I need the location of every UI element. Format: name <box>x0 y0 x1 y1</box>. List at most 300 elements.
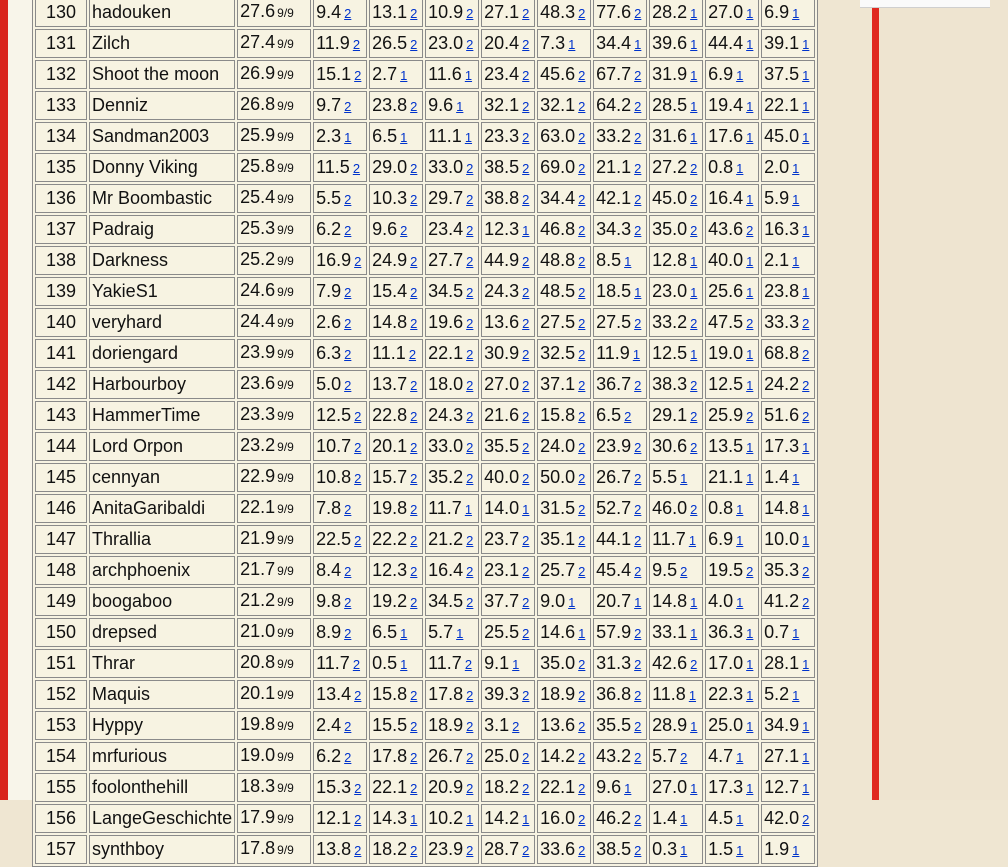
round-detail-link[interactable]: 2 <box>634 5 642 21</box>
rounds-played-count: 9/9 <box>277 316 294 330</box>
round-detail-link[interactable]: 2 <box>680 749 688 765</box>
round-detail-link[interactable]: 2 <box>522 842 530 858</box>
round-detail-link[interactable]: 1 <box>690 253 698 269</box>
round-detail-link[interactable]: 1 <box>802 532 810 548</box>
round-score-value: 2.4 <box>316 714 342 735</box>
round-detail-link[interactable]: 1 <box>680 811 688 827</box>
round-detail-link[interactable]: 1 <box>802 718 810 734</box>
round-detail-link[interactable]: 1 <box>792 160 800 176</box>
round-detail-link[interactable]: 1 <box>690 129 698 145</box>
round-detail-link[interactable]: 2 <box>634 563 642 579</box>
round-detail-link[interactable]: 2 <box>410 780 418 796</box>
round-score-value: 34.5 <box>428 590 464 611</box>
round-detail-link[interactable]: 1 <box>792 191 800 207</box>
round-detail-link[interactable]: 2 <box>352 160 361 176</box>
round-detail-link[interactable]: 1 <box>792 625 800 641</box>
round-detail-link[interactable]: 2 <box>578 129 586 145</box>
round-detail-link[interactable]: 2 <box>690 656 698 672</box>
player-name-cell: Darkness <box>89 246 235 275</box>
round-detail-link[interactable]: 2 <box>466 780 474 796</box>
round-score-value: 11.8 <box>652 683 686 704</box>
round-detail-link[interactable]: 2 <box>522 253 530 269</box>
round-detail-link[interactable]: 1 <box>802 439 810 455</box>
round-detail-link[interactable]: 2 <box>410 253 418 269</box>
table-row <box>35 246 815 275</box>
round-score-cell <box>593 401 647 430</box>
round-detail-link[interactable]: 2 <box>522 749 530 765</box>
round-detail-link[interactable]: 2 <box>410 5 418 21</box>
round-detail-link[interactable]: 2 <box>690 222 698 238</box>
round-detail-link[interactable]: 2 <box>578 67 586 83</box>
round-detail-link[interactable]: 1 <box>690 67 698 83</box>
round-detail-link[interactable]: 1 <box>410 811 418 827</box>
round-detail-link[interactable]: 2 <box>634 718 642 734</box>
round-detail-link[interactable]: 2 <box>578 811 586 827</box>
round-detail-link[interactable]: 1 <box>802 284 810 300</box>
round-detail-link[interactable]: 1 <box>746 346 754 362</box>
round-detail-link[interactable]: 2 <box>522 284 530 300</box>
round-detail-link[interactable]: 1 <box>746 625 754 641</box>
round-detail-link[interactable]: 2 <box>522 160 530 176</box>
round-detail-link[interactable]: 1 <box>690 594 698 610</box>
round-score-cell <box>537 29 591 58</box>
round-detail-link[interactable]: 2 <box>746 315 754 331</box>
round-detail-link[interactable]: 2 <box>522 315 530 331</box>
round-detail-link[interactable]: 2 <box>466 36 474 52</box>
round-score-value: 13.1 <box>372 1 408 22</box>
round-detail-link[interactable]: 1 <box>688 532 697 548</box>
round-score-value: 33.0 <box>428 435 464 456</box>
round-detail-link[interactable]: 1 <box>802 222 810 238</box>
round-detail-link[interactable]: 1 <box>400 625 408 641</box>
round-detail-link[interactable]: 2 <box>408 346 417 362</box>
round-detail-link[interactable]: 2 <box>466 160 474 176</box>
round-score-value: 22.1 <box>764 94 800 115</box>
round-detail-link[interactable]: 2 <box>466 5 474 21</box>
round-detail-link[interactable]: 2 <box>466 315 474 331</box>
round-detail-link[interactable]: 2 <box>410 687 418 703</box>
round-detail-link[interactable]: 2 <box>578 346 586 362</box>
round-detail-link[interactable]: 1 <box>802 749 810 765</box>
round-detail-link[interactable]: 2 <box>634 222 642 238</box>
round-detail-link[interactable]: 2 <box>466 563 474 579</box>
round-detail-link[interactable]: 1 <box>792 253 800 269</box>
table-row <box>35 215 815 244</box>
round-detail-link[interactable]: 1 <box>690 36 698 52</box>
round-score-value: 30.6 <box>652 435 688 456</box>
round-detail-link[interactable]: 1 <box>690 718 698 734</box>
round-detail-link[interactable]: 1 <box>512 656 520 672</box>
round-detail-link[interactable]: 2 <box>352 36 361 52</box>
round-detail-link[interactable]: 2 <box>354 408 362 424</box>
round-detail-link[interactable]: 2 <box>522 36 530 52</box>
round-detail-link[interactable]: 2 <box>410 563 418 579</box>
round-detail-link[interactable]: 1 <box>634 284 642 300</box>
round-detail-link[interactable]: 2 <box>354 470 362 486</box>
round-detail-link[interactable]: 1 <box>690 284 698 300</box>
round-score-value: 57.9 <box>596 621 632 642</box>
round-detail-link[interactable]: 1 <box>400 129 408 145</box>
round-detail-link[interactable]: 2 <box>410 718 418 734</box>
round-detail-link[interactable]: 2 <box>802 408 810 424</box>
round-detail-link[interactable]: 2 <box>634 532 642 548</box>
round-detail-link[interactable]: 1 <box>792 470 800 486</box>
round-detail-link[interactable]: 2 <box>522 377 530 393</box>
round-detail-link[interactable]: 2 <box>410 749 418 765</box>
round-detail-link[interactable]: 1 <box>690 346 698 362</box>
round-detail-link[interactable]: 2 <box>690 160 698 176</box>
round-detail-link[interactable]: 1 <box>690 5 698 21</box>
round-score-cell <box>481 618 535 647</box>
round-detail-link[interactable]: 2 <box>802 377 810 393</box>
round-detail-link[interactable]: 1 <box>690 98 698 114</box>
round-detail-link[interactable]: 2 <box>466 470 474 486</box>
round-detail-link[interactable]: 2 <box>746 408 754 424</box>
round-detail-link[interactable]: 1 <box>802 98 810 114</box>
round-detail-link[interactable]: 1 <box>736 532 744 548</box>
round-detail-link[interactable]: 1 <box>746 780 754 796</box>
round-detail-link[interactable]: 2 <box>410 408 418 424</box>
round-detail-link[interactable]: 1 <box>746 129 754 145</box>
round-detail-link[interactable]: 2 <box>400 222 408 238</box>
round-detail-link[interactable]: 2 <box>634 67 642 83</box>
round-detail-link[interactable]: 1 <box>792 5 800 21</box>
round-detail-link[interactable]: 1 <box>792 687 800 703</box>
round-detail-link[interactable]: 2 <box>352 656 361 672</box>
round-detail-link[interactable]: 1 <box>802 67 810 83</box>
round-detail-link[interactable]: 2 <box>746 563 754 579</box>
round-detail-link[interactable]: 2 <box>354 811 362 827</box>
round-score-value: 27.5 <box>540 311 576 332</box>
round-detail-link[interactable]: 2 <box>522 470 530 486</box>
round-detail-link[interactable]: 1 <box>746 718 754 734</box>
round-detail-link[interactable]: 2 <box>344 98 352 114</box>
round-detail-link[interactable]: 2 <box>690 501 698 517</box>
round-detail-link[interactable]: 2 <box>634 98 642 114</box>
round-detail-link[interactable]: 2 <box>410 470 418 486</box>
round-score-cell <box>369 308 423 337</box>
round-detail-link[interactable]: 1 <box>802 656 810 672</box>
round-score-value: 24.3 <box>484 280 520 301</box>
round-score-value: 22.1 <box>540 776 576 797</box>
round-detail-link[interactable]: 1 <box>736 501 744 517</box>
round-detail-link[interactable]: 2 <box>802 346 810 362</box>
round-detail-link[interactable]: 1 <box>746 98 754 114</box>
round-detail-link[interactable]: 1 <box>522 501 530 517</box>
round-detail-link[interactable]: 2 <box>410 501 418 517</box>
round-detail-link[interactable]: 1 <box>634 594 642 610</box>
round-detail-link[interactable]: 2 <box>634 439 642 455</box>
round-score-value: 6.9 <box>764 1 790 22</box>
round-detail-link[interactable]: 2 <box>522 563 530 579</box>
round-detail-link[interactable]: 1 <box>578 625 586 641</box>
round-detail-link[interactable]: 1 <box>464 67 473 83</box>
round-detail-link[interactable]: 2 <box>344 501 352 517</box>
round-detail-link[interactable]: 2 <box>466 222 474 238</box>
round-detail-link[interactable]: 1 <box>680 842 688 858</box>
round-detail-link[interactable]: 1 <box>746 191 754 207</box>
round-detail-link[interactable]: 2 <box>410 842 418 858</box>
round-detail-link[interactable]: 2 <box>410 36 418 52</box>
round-score-cell <box>593 463 647 492</box>
round-score-value: 35.0 <box>540 652 576 673</box>
round-detail-link[interactable]: 2 <box>634 191 642 207</box>
round-detail-link[interactable]: 2 <box>634 749 642 765</box>
round-detail-link[interactable]: 2 <box>578 718 586 734</box>
round-detail-link[interactable]: 2 <box>578 563 586 579</box>
round-detail-link[interactable]: 2 <box>344 563 352 579</box>
round-detail-link[interactable]: 2 <box>578 253 586 269</box>
round-detail-link[interactable]: 1 <box>466 811 474 827</box>
round-detail-link[interactable]: 2 <box>344 315 352 331</box>
round-detail-link[interactable]: 2 <box>578 470 586 486</box>
round-detail-link[interactable]: 2 <box>344 346 352 362</box>
round-detail-link[interactable]: 2 <box>466 377 474 393</box>
round-detail-link[interactable]: 1 <box>746 656 754 672</box>
round-detail-link[interactable]: 2 <box>410 191 418 207</box>
round-detail-link[interactable]: 1 <box>464 129 473 145</box>
round-detail-link[interactable]: 1 <box>746 36 754 52</box>
round-detail-link[interactable]: 2 <box>512 718 520 734</box>
round-detail-link[interactable]: 1 <box>344 129 352 145</box>
round-detail-link[interactable]: 1 <box>746 687 754 703</box>
round-detail-link[interactable]: 2 <box>578 780 586 796</box>
round-detail-link[interactable]: 1 <box>736 594 744 610</box>
round-detail-link[interactable]: 1 <box>746 377 754 393</box>
round-detail-link[interactable]: 2 <box>466 408 474 424</box>
round-detail-link[interactable]: 1 <box>456 98 464 114</box>
round-score-value: 35.2 <box>428 466 464 487</box>
round-detail-link[interactable]: 1 <box>688 687 697 703</box>
round-detail-link[interactable]: 2 <box>344 222 352 238</box>
round-detail-link[interactable]: 2 <box>354 439 362 455</box>
round-score-cell <box>705 370 759 399</box>
round-detail-link[interactable]: 2 <box>634 687 642 703</box>
round-detail-link[interactable]: 2 <box>344 718 352 734</box>
round-detail-link[interactable]: 1 <box>400 67 408 83</box>
round-detail-link[interactable]: 1 <box>746 253 754 269</box>
round-detail-link[interactable]: 1 <box>624 780 632 796</box>
round-detail-link[interactable]: 2 <box>690 377 698 393</box>
round-detail-link[interactable]: 1 <box>680 470 688 486</box>
round-detail-link[interactable]: 2 <box>578 315 586 331</box>
round-detail-link[interactable]: 2 <box>578 222 586 238</box>
round-detail-link[interactable]: 2 <box>410 594 418 610</box>
round-detail-link[interactable]: 1 <box>736 749 744 765</box>
round-detail-link[interactable]: 2 <box>578 284 586 300</box>
round-detail-link[interactable]: 1 <box>464 501 473 517</box>
round-detail-link[interactable]: 2 <box>466 284 474 300</box>
round-detail-link[interactable]: 2 <box>344 377 352 393</box>
round-detail-link[interactable]: 2 <box>466 594 474 610</box>
round-detail-link[interactable]: 2 <box>522 439 530 455</box>
round-detail-link[interactable]: 1 <box>746 5 754 21</box>
round-detail-link[interactable]: 2 <box>410 315 418 331</box>
round-score-value: 25.0 <box>708 714 744 735</box>
round-detail-link[interactable]: 2 <box>354 253 362 269</box>
round-detail-link[interactable]: 2 <box>354 780 362 796</box>
round-score-cell <box>761 246 815 275</box>
round-detail-link[interactable]: 2 <box>344 5 352 21</box>
round-detail-link[interactable]: 1 <box>736 67 744 83</box>
round-detail-link[interactable]: 2 <box>410 532 418 548</box>
round-score-cell <box>761 277 815 306</box>
round-detail-link[interactable]: 2 <box>466 346 474 362</box>
round-detail-link[interactable]: 2 <box>802 811 810 827</box>
round-detail-link[interactable]: 2 <box>522 780 530 796</box>
round-score-cell <box>369 711 423 740</box>
round-detail-link[interactable]: 2 <box>578 160 586 176</box>
round-score-cell <box>761 184 815 213</box>
round-detail-link[interactable]: 1 <box>802 129 810 145</box>
round-detail-link[interactable]: 2 <box>344 191 352 207</box>
round-detail-link[interactable]: 2 <box>578 408 586 424</box>
round-detail-link[interactable]: 2 <box>634 656 642 672</box>
round-detail-link[interactable]: 2 <box>578 687 586 703</box>
round-detail-link[interactable]: 2 <box>410 284 418 300</box>
round-score-cell <box>649 308 703 337</box>
round-detail-link[interactable]: 2 <box>354 67 362 83</box>
round-detail-link[interactable]: 2 <box>522 594 530 610</box>
round-detail-link[interactable]: 2 <box>634 625 642 641</box>
round-detail-link[interactable]: 2 <box>634 315 642 331</box>
round-detail-link[interactable]: 2 <box>354 532 362 548</box>
round-detail-link[interactable]: 2 <box>690 439 698 455</box>
round-detail-link[interactable]: 2 <box>522 5 530 21</box>
round-detail-link[interactable]: 2 <box>466 191 474 207</box>
round-detail-link[interactable]: 1 <box>456 625 464 641</box>
round-detail-link[interactable]: 2 <box>578 842 586 858</box>
round-detail-link[interactable]: 1 <box>736 811 744 827</box>
round-score-cell <box>481 308 535 337</box>
round-detail-link[interactable]: 2 <box>624 408 632 424</box>
round-detail-link[interactable]: 1 <box>746 470 754 486</box>
round-detail-link[interactable]: 2 <box>690 408 698 424</box>
round-detail-link[interactable]: 2 <box>802 594 810 610</box>
round-detail-link[interactable]: 2 <box>522 98 530 114</box>
round-detail-link[interactable]: 1 <box>568 36 576 52</box>
round-detail-link[interactable]: 2 <box>578 656 586 672</box>
round-detail-link[interactable]: 2 <box>634 129 642 145</box>
round-detail-link[interactable]: 1 <box>802 501 810 517</box>
round-detail-link[interactable]: 2 <box>680 563 688 579</box>
total-score-value: 23.9 <box>240 342 276 362</box>
round-detail-link[interactable]: 2 <box>522 346 530 362</box>
round-detail-link[interactable]: 2 <box>634 811 642 827</box>
round-detail-link[interactable]: 1 <box>522 811 530 827</box>
round-score-cell <box>705 742 759 771</box>
round-detail-link[interactable]: 2 <box>578 439 586 455</box>
round-detail-link[interactable]: 1 <box>736 842 744 858</box>
round-detail-link[interactable]: 2 <box>690 315 698 331</box>
round-detail-link[interactable]: 2 <box>522 625 530 641</box>
round-detail-link[interactable]: 2 <box>466 687 474 703</box>
round-detail-link[interactable]: 2 <box>522 532 530 548</box>
round-detail-link[interactable]: 2 <box>522 67 530 83</box>
round-detail-link[interactable]: 2 <box>466 749 474 765</box>
round-detail-link[interactable]: 2 <box>466 718 474 734</box>
round-detail-link[interactable]: 2 <box>410 439 418 455</box>
round-detail-link[interactable]: 2 <box>522 191 530 207</box>
round-detail-link[interactable]: 1 <box>568 594 576 610</box>
round-detail-link[interactable]: 2 <box>466 532 474 548</box>
round-detail-link[interactable]: 1 <box>802 780 810 796</box>
round-detail-link[interactable]: 2 <box>344 284 352 300</box>
round-detail-link[interactable]: 1 <box>634 36 642 52</box>
round-detail-link[interactable]: 2 <box>634 470 642 486</box>
round-detail-link[interactable]: 2 <box>578 5 586 21</box>
round-detail-link[interactable]: 1 <box>746 439 754 455</box>
round-detail-link[interactable]: 2 <box>578 98 586 114</box>
round-detail-link[interactable]: 2 <box>464 656 473 672</box>
player-name-cell: drepsed <box>89 618 235 647</box>
total-score-value: 17.9 <box>240 807 276 827</box>
total-score-value: 27.6 <box>240 1 276 21</box>
rounds-played-count: 9/9 <box>277 843 294 857</box>
round-detail-link[interactable]: 2 <box>578 191 586 207</box>
round-detail-link[interactable]: 1 <box>400 656 408 672</box>
round-detail-link[interactable]: 2 <box>578 377 586 393</box>
round-detail-link[interactable]: 2 <box>578 501 586 517</box>
round-detail-link[interactable]: 2 <box>634 501 642 517</box>
round-detail-link[interactable]: 2 <box>466 253 474 269</box>
round-detail-link[interactable]: 2 <box>466 842 474 858</box>
round-detail-link[interactable]: 2 <box>690 191 698 207</box>
round-score-value: 24.0 <box>540 435 576 456</box>
round-detail-link[interactable]: 2 <box>578 749 586 765</box>
round-detail-link[interactable]: 2 <box>344 749 352 765</box>
round-detail-link[interactable]: 2 <box>344 625 352 641</box>
table-row <box>35 60 815 89</box>
round-detail-link[interactable]: 2 <box>354 842 362 858</box>
round-score-value: 21.1 <box>708 466 744 487</box>
round-detail-link[interactable]: 2 <box>410 160 418 176</box>
round-detail-link[interactable]: 1 <box>736 160 744 176</box>
round-detail-link[interactable]: 1 <box>746 284 754 300</box>
round-detail-link[interactable]: 1 <box>802 36 810 52</box>
round-detail-link[interactable]: 2 <box>466 439 474 455</box>
round-detail-link[interactable]: 2 <box>634 842 642 858</box>
round-detail-link[interactable]: 2 <box>802 563 810 579</box>
round-score-cell <box>537 153 591 182</box>
round-detail-link[interactable]: 2 <box>410 377 418 393</box>
round-detail-link[interactable]: 2 <box>802 315 810 331</box>
round-score-value: 16.4 <box>428 559 464 580</box>
round-detail-link[interactable]: 2 <box>746 222 754 238</box>
round-detail-link[interactable]: 1 <box>690 625 698 641</box>
round-detail-link[interactable]: 1 <box>690 780 698 796</box>
total-score-value: 26.9 <box>240 63 276 83</box>
round-score-value: 64.2 <box>596 94 632 115</box>
round-detail-link[interactable]: 2 <box>578 532 586 548</box>
round-detail-link[interactable]: 2 <box>410 98 418 114</box>
round-score-cell <box>313 184 367 213</box>
round-score-value: 22.3 <box>708 683 744 704</box>
round-detail-link[interactable]: 1 <box>624 253 632 269</box>
round-score-value: 20.4 <box>484 32 520 53</box>
round-detail-link[interactable]: 2 <box>634 377 642 393</box>
round-detail-link[interactable]: 2 <box>354 687 362 703</box>
round-detail-link[interactable]: 2 <box>522 408 530 424</box>
round-detail-link[interactable]: 1 <box>522 222 530 238</box>
round-detail-link[interactable]: 2 <box>344 594 352 610</box>
round-detail-link[interactable]: 1 <box>792 842 800 858</box>
round-detail-link[interactable]: 1 <box>632 346 641 362</box>
round-detail-link[interactable]: 2 <box>522 687 530 703</box>
round-score-cell <box>537 711 591 740</box>
round-detail-link[interactable]: 2 <box>634 160 642 176</box>
round-detail-link[interactable]: 2 <box>522 129 530 145</box>
